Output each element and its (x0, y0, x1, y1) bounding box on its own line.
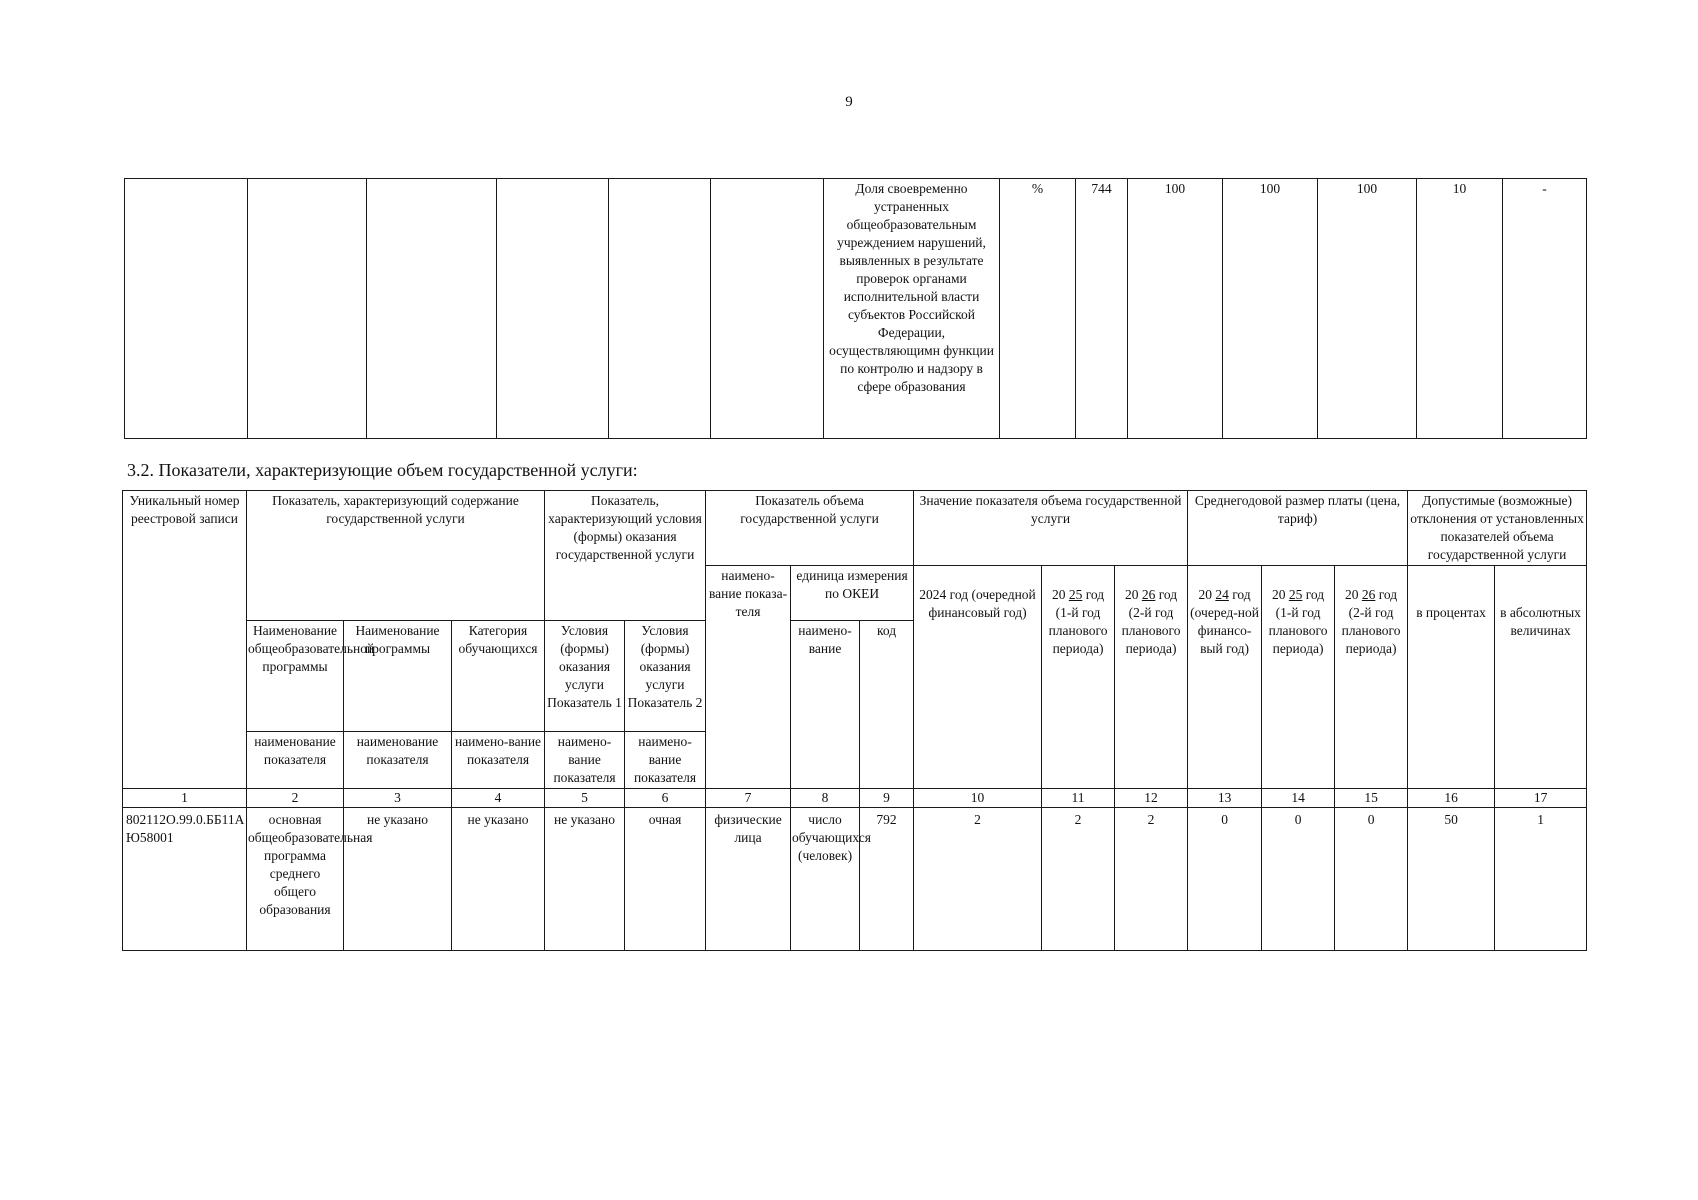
section-title: 3.2. Показатели, характеризующие объем государственной услуги: (127, 460, 638, 480)
okei-unit-header: единица измерения по ОКЕИ (791, 566, 914, 621)
indicator-name-header: наименование показателя (247, 732, 344, 789)
year-rest: год (1-й год планового периода) (1268, 587, 1328, 656)
year-rest: год (очеред-ной финансо-вый год) (1190, 587, 1259, 656)
condition-1-header: Условия (формы) оказания услуги Показатель 1 (545, 621, 625, 732)
year-rest: год (1-й год планового периода) (1048, 587, 1108, 656)
category-header: Категория обучающихся (452, 621, 545, 732)
program-name-cell: не указано (344, 808, 452, 951)
volume-name-cell: физические лица (706, 808, 791, 951)
program-cell: основная общеобразовательная программа среднего общего образования (247, 808, 344, 951)
empty-cell (125, 179, 248, 439)
value-2026-cell: 2 (1115, 808, 1188, 951)
empty-cell (248, 179, 367, 439)
fee-2024-header (1188, 566, 1262, 789)
column-number: 4 (452, 789, 545, 808)
column-number: 14 (1262, 789, 1335, 808)
deviation-absolute-cell: 1 (1495, 808, 1587, 951)
value-2025-cell: 100 (1223, 179, 1318, 439)
year-2024-header: 2024 год (очередной финансовый год) (914, 566, 1042, 789)
indicator-name-header: наимено-вание показателя (545, 732, 625, 789)
volume-value-header: Значение показателя объема государственной услуги (914, 491, 1188, 566)
year-digits: 26 (1361, 587, 1376, 602)
deviation-absolute-cell: - (1503, 179, 1587, 439)
deviation-percent-cell: 10 (1417, 179, 1503, 439)
deviation-percent-cell: 50 (1408, 808, 1495, 951)
fee-2025-header (1262, 566, 1335, 789)
year-prefix: 20 (1051, 587, 1066, 602)
okei-name-header: наимено-вание (791, 621, 860, 789)
volume-indicator-header: Показатель объема государственной услуги (706, 491, 914, 566)
year-prefix: 20 (1344, 587, 1359, 602)
year-rest: год (2-й год планового периода) (1341, 587, 1401, 656)
year-prefix: 20 (1198, 587, 1212, 602)
quality-indicators-table-continuation (124, 178, 1587, 439)
program-name-header: Наименование общеобразовательной программы (247, 621, 344, 732)
column-number: 10 (914, 789, 1042, 808)
year-prefix: 20 (1124, 587, 1139, 602)
empty-cell (609, 179, 711, 439)
volume-name-header: наимено-вание показа-теля (706, 566, 791, 789)
unit-name-cell: число обучающихся (человек) (791, 808, 860, 951)
column-number: 17 (1495, 789, 1587, 808)
table-row (123, 808, 1587, 951)
fee-2026-header (1335, 566, 1408, 789)
fee-2024-cell: 0 (1188, 808, 1262, 951)
column-number: 2 (247, 789, 344, 808)
indicator-name-cell: Доля своевременно устраненных общеобразовательным учреждением нарушений, выявленных в результате проверок органами исполнительной власти субъектов Российской Федерации, осуществляющимн функции по контролю и надзору в сфере образования (824, 179, 1000, 439)
fee-2025-cell: 0 (1262, 808, 1335, 951)
header-row-1 (123, 491, 1587, 566)
empty-cell (367, 179, 497, 439)
unit-code-cell: 792 (860, 808, 914, 951)
indicator-name-header: наименование показателя (344, 732, 452, 789)
column-number: 6 (625, 789, 706, 808)
empty-cell (497, 179, 609, 439)
value-2024-cell: 100 (1128, 179, 1223, 439)
condition-2-cell: очная (625, 808, 706, 951)
year-rest: год (2-й год планового периода) (1121, 587, 1181, 656)
registry-number-cell: 802112О.99.0.ББ11АЮ58001 (123, 808, 247, 951)
fee-2026-cell: 0 (1335, 808, 1408, 951)
indicator-name-header: наимено-вание показателя (452, 732, 545, 789)
condition-1-cell: не указано (545, 808, 625, 951)
column-number: 3 (344, 789, 452, 808)
program-header: Наименование программы (344, 621, 452, 732)
column-number: 9 (860, 789, 914, 808)
unique-number-header: Уникальный номер реестровой записи (123, 491, 247, 789)
column-number: 16 (1408, 789, 1495, 808)
year-digits: 25 (1068, 587, 1083, 602)
table-row (125, 179, 1587, 439)
year-digits: 25 (1288, 587, 1303, 602)
condition-2-header: Условия (формы) оказания услуги Показатель 2 (625, 621, 706, 732)
okei-code-header: код (860, 621, 914, 789)
code-cell: 744 (1076, 179, 1128, 439)
year-prefix: 20 (1271, 587, 1286, 602)
column-number: 7 (706, 789, 791, 808)
content-indicator-header: Показатель, характеризующий содержание государственной услуги (247, 491, 545, 621)
in-percent-header: в процентах (1408, 566, 1495, 789)
deviations-header: Допустимые (возможные) отклонения от установленных показателей объема государственной услуги (1408, 491, 1587, 566)
avg-fee-header: Среднегодовой размер платы (цена, тариф) (1188, 491, 1408, 566)
page-number: 9 (845, 94, 853, 110)
category-cell: не указано (452, 808, 545, 951)
indicator-name-header: наимено-вание показателя (625, 732, 706, 789)
year-2025-header (1042, 566, 1115, 789)
volume-indicators-table (122, 490, 1587, 951)
empty-cell (711, 179, 824, 439)
year-2026-header (1115, 566, 1188, 789)
year-digits: 24 (1215, 587, 1229, 602)
column-number: 5 (545, 789, 625, 808)
value-2025-cell: 2 (1042, 808, 1115, 951)
unit-cell: % (1000, 179, 1076, 439)
column-numbers-row (123, 789, 1587, 808)
column-number: 15 (1335, 789, 1408, 808)
column-number: 1 (123, 789, 247, 808)
column-number: 12 (1115, 789, 1188, 808)
column-number: 11 (1042, 789, 1115, 808)
column-number: 13 (1188, 789, 1262, 808)
value-2026-cell: 100 (1318, 179, 1417, 439)
in-absolute-header: в абсолютных величинах (1495, 566, 1587, 789)
value-2024-cell: 2 (914, 808, 1042, 951)
year-digits: 26 (1141, 587, 1156, 602)
column-number: 8 (791, 789, 860, 808)
condition-indicator-header: Показатель, характеризующий условия (формы) оказания государственной услуги (545, 491, 706, 621)
